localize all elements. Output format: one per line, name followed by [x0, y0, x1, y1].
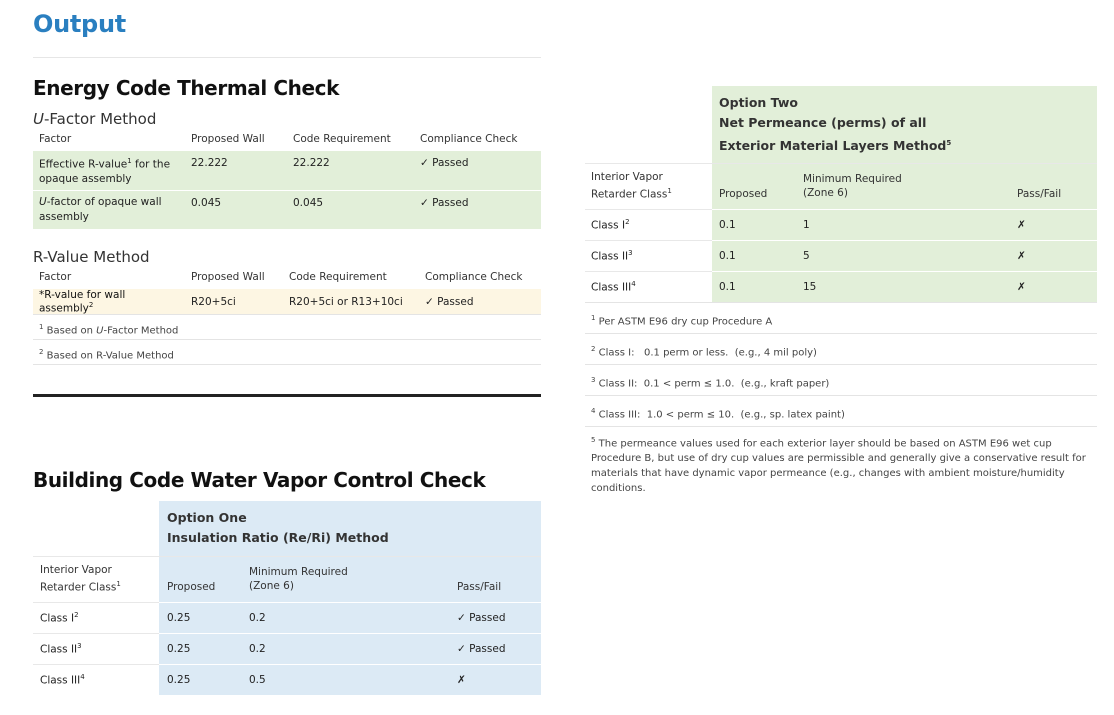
footnote-ref: 3	[77, 641, 82, 650]
proposed-cell: 0.1	[712, 209, 797, 240]
footnote-text: Class I: 0.1 perm or less. (e.g., 4 mil poly)	[595, 347, 817, 359]
u-factor-table	[33, 127, 541, 229]
footnote-text: Per ASTM E96 dry cup Procedure A	[595, 316, 773, 328]
result-cell: ✓ Passed	[451, 633, 541, 664]
result-cell: ✗	[1011, 240, 1097, 271]
col-header-code: Code Requirement	[289, 271, 387, 283]
footnote-ref: 5	[946, 138, 952, 147]
r-value-method-title	[33, 248, 150, 266]
proposed-cell: 0.045	[185, 190, 287, 229]
col-header-compliance: Compliance Check	[425, 271, 523, 283]
col-header-text: Interior Vapor Retarder Class	[591, 171, 668, 201]
proposed-cell: 0.25	[159, 633, 243, 664]
code-cell: 0.045	[287, 190, 414, 229]
footnote-1	[585, 303, 1097, 334]
option-two-line1: Option Two	[719, 94, 798, 110]
proposed-cell: 0.1	[712, 240, 797, 271]
blank-cell	[585, 86, 712, 163]
code-cell: 22.222	[287, 151, 414, 190]
footnote-ref: 2	[74, 610, 79, 619]
footnote-number: 2	[591, 345, 596, 353]
footnote-number: 1	[39, 323, 44, 331]
col-header-text: Interior Vapor Retarder Class	[40, 564, 117, 594]
footnote-ref: 1	[116, 580, 121, 589]
energy-footnotes	[33, 314, 541, 365]
proposed-cell: 0.25	[159, 664, 243, 695]
footnote-ref: 3	[628, 248, 633, 257]
footnote-ref: 4	[80, 672, 85, 681]
section-divider	[33, 394, 541, 397]
col-header-proposed: Proposed Wall	[191, 271, 265, 283]
footnote-ref: 1	[127, 156, 132, 165]
col-header-minimum	[797, 163, 1011, 209]
table-row	[585, 209, 1097, 240]
class-cell	[33, 633, 159, 664]
code-cell: R20+5ci or R13+10ci	[283, 289, 419, 315]
proposed-cell: 22.222	[185, 151, 287, 190]
footnote-text: Class II: 0.1 < perm ≤ 1.0. (e.g., kraft paper)	[595, 378, 830, 390]
minimum-cell: 0.5	[243, 664, 451, 695]
class-cell	[585, 271, 712, 302]
col-header-text: (Zone 6)	[803, 187, 848, 199]
col-header-proposed: Proposed	[712, 163, 797, 209]
footnote-number: 2	[39, 348, 44, 356]
footnote-2	[33, 340, 541, 365]
vapor-section	[33, 468, 485, 492]
footnote-text: Based on R-Value Method	[43, 350, 174, 362]
class-text: Class I	[591, 219, 626, 232]
factor-cell	[33, 151, 185, 190]
u-italic: U	[33, 110, 44, 128]
table-row	[33, 633, 541, 664]
option-one-line2: Insulation Ratio (Re/Ri) Method	[167, 530, 389, 546]
blank-cell	[33, 501, 159, 556]
factor-text: for the opaque assembly	[39, 158, 171, 185]
class-text: Class I	[40, 612, 75, 625]
energy-section-title: Energy Code Thermal Check	[33, 76, 340, 100]
option-two-table	[585, 86, 1097, 302]
table-row	[585, 271, 1097, 302]
col-header-proposed: Proposed	[159, 556, 243, 602]
compliance-cell: ✓ Passed	[414, 190, 541, 229]
energy-section	[33, 76, 339, 100]
col-header-factor: Factor	[39, 271, 72, 283]
footnote-3	[585, 365, 1097, 396]
footnote-text: -Factor Method	[103, 325, 179, 337]
factor-cell	[33, 190, 185, 229]
footnote-number: 3	[591, 376, 596, 384]
footnote-1	[33, 315, 541, 340]
col-header-proposed: Proposed Wall	[191, 133, 265, 145]
option-one-table	[33, 501, 541, 695]
footnote-number: 1	[591, 314, 596, 322]
result-cell: ✗	[451, 664, 541, 695]
option-two-line3	[719, 133, 1091, 156]
minimum-cell: 0.2	[243, 602, 451, 633]
vapor-section-title: Building Code Water Vapor Control Check	[33, 468, 486, 492]
compliance-cell: ✓ Passed	[414, 151, 541, 190]
r-value-method-heading: R-Value Method	[33, 248, 150, 266]
option-two-line3-text: Exterior Material Layers Method	[719, 137, 947, 153]
minimum-cell: 15	[797, 271, 1011, 302]
footnote-ref: 4	[631, 279, 636, 288]
col-header-factor: Factor	[39, 133, 72, 145]
minimum-cell: 5	[797, 240, 1011, 271]
proposed-cell: 0.1	[712, 271, 797, 302]
class-text: Class III	[591, 281, 632, 294]
compliance-cell: ✓ Passed	[419, 289, 541, 315]
col-header-text: Minimum Required	[803, 173, 902, 185]
u-title-rest: -Factor Method	[43, 110, 157, 128]
col-header-passfail: Pass/Fail	[451, 556, 541, 602]
option-one-line1: Option One	[167, 510, 247, 526]
option-two-footnotes	[585, 302, 1097, 496]
factor-text: -factor of opaque wall assembly	[39, 195, 162, 223]
proposed-cell: 0.25	[159, 602, 243, 633]
factor-cell	[33, 289, 185, 315]
u-factor-method-title	[33, 110, 156, 128]
option-one-header	[159, 501, 541, 556]
table-row	[33, 289, 541, 315]
footnote-number: 5	[591, 436, 596, 444]
class-cell	[585, 209, 712, 240]
footnote-ref: 2	[88, 301, 94, 309]
footnote-ref: 2	[625, 217, 630, 226]
col-header-minimum	[243, 556, 451, 602]
col-header-class	[585, 163, 712, 209]
footnote-italic: U	[96, 325, 104, 337]
minimum-cell: 1	[797, 209, 1011, 240]
minimum-cell: 0.2	[243, 633, 451, 664]
result-cell: ✗	[1011, 209, 1097, 240]
class-text: Class II	[591, 250, 629, 263]
r-value-table	[33, 265, 541, 315]
result-cell: ✓ Passed	[451, 602, 541, 633]
class-text: Class II	[40, 643, 78, 656]
footnote-number: 4	[591, 407, 596, 415]
factor-italic: U	[39, 195, 47, 208]
class-text: Class III	[40, 674, 81, 687]
col-header-class	[33, 556, 159, 602]
footnote-5	[585, 427, 1097, 496]
divider	[33, 57, 541, 58]
table-row	[33, 151, 541, 190]
footnote-text: The permeance values used for each exterior layer should be based on ASTM E96 wet cup Procedure B, but use of dry cup values are permissible and generally give a conservative result for materials that have dynamic vapor permeance (e.g., changes with ambient moisture/humidity conditions.	[591, 438, 1086, 495]
proposed-cell: R20+5ci	[185, 289, 283, 315]
table-row	[33, 602, 541, 633]
option-two-line2: Net Permeance (perms) of all	[719, 114, 927, 130]
footnote-text: Class III: 1.0 < perm ≤ 10. (e.g., sp. latex paint)	[595, 409, 845, 421]
class-cell	[33, 602, 159, 633]
table-row	[33, 190, 541, 229]
col-header-compliance: Compliance Check	[420, 133, 518, 145]
footnote-4	[585, 396, 1097, 427]
col-header-text: (Zone 6)	[249, 580, 294, 592]
class-cell	[33, 664, 159, 695]
table-row	[585, 240, 1097, 271]
class-cell	[585, 240, 712, 271]
option-two-header	[712, 86, 1097, 163]
footnote-text: Based on	[43, 325, 97, 337]
footnote-2	[585, 334, 1097, 365]
footnote-ref: 1	[667, 187, 672, 196]
result-cell: ✗	[1011, 271, 1097, 302]
col-header-text: Minimum Required	[249, 566, 348, 578]
col-header-passfail: Pass/Fail	[1011, 163, 1097, 209]
factor-text: *R-value for wall assembly	[39, 289, 126, 315]
col-header-code: Code Requirement	[293, 133, 391, 145]
page-title: Output	[33, 10, 126, 38]
factor-text: Effective R-value	[39, 158, 128, 170]
table-row	[33, 664, 541, 695]
